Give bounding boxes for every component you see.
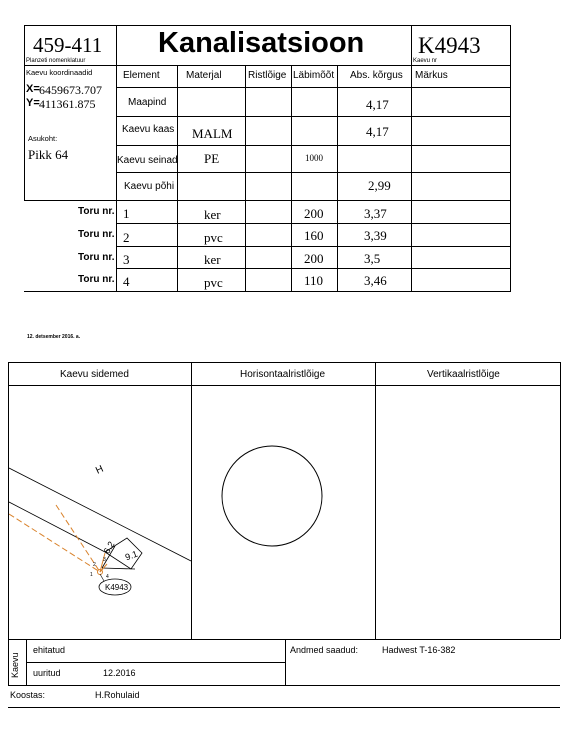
coords-label: Kaevu koordinaadid (26, 68, 93, 77)
pipe-label: Toru nr. (78, 252, 115, 263)
pipe-height: 3,37 (364, 206, 387, 221)
page-title: Kanalisatsioon (158, 27, 365, 59)
document-date: 12. detsember 2016. a. (27, 334, 81, 340)
col-element: Element (123, 70, 160, 81)
building-letter: H (94, 463, 106, 477)
well-number: K4943 (418, 33, 481, 58)
source-value: Hadwest T-16-382 (382, 645, 456, 655)
pipe-nr: 2 (123, 230, 130, 245)
row-height: 4,17 (366, 124, 389, 139)
dimension-label: 9.1 (123, 548, 139, 563)
col-cross-section: Ristlõige (248, 70, 287, 81)
pipe-diameter: 200 (304, 206, 324, 221)
sheet-number: 459-411 (33, 33, 103, 57)
location-label: Asukoht: (28, 134, 58, 143)
pipe-nr: 4 (123, 274, 130, 289)
pipe-diameter: 200 (304, 251, 324, 266)
section-vertical-title: Vertikaalristlõige (427, 369, 500, 380)
x-label: X= (26, 83, 40, 95)
pipe-number-label: 3 (103, 557, 106, 563)
col-note: Märkus (415, 70, 448, 81)
dimension-label: 6.2 (101, 539, 117, 556)
x-coordinate: 6459673.707 (39, 83, 102, 97)
pipe-number-label: 1 (90, 572, 93, 578)
col-material: Materjal (186, 70, 222, 81)
pipe-number-label: 2 (93, 562, 96, 568)
pipe-nr: 1 (123, 206, 130, 221)
row-height: 4,17 (366, 97, 389, 112)
pipe-material: ker (204, 252, 221, 267)
built-label: ehitatud (33, 645, 66, 655)
pipe-nr: 3 (123, 252, 130, 267)
pipe-label: Toru nr. (78, 274, 115, 285)
row-diameter: 1000 (305, 153, 323, 163)
row-element: Kaevu kaas (122, 124, 175, 135)
pipe-material: pvc (204, 230, 223, 245)
section-horizontal-title: Horisontaalristlõige (240, 369, 326, 380)
pipe-diameter: 110 (304, 273, 324, 288)
row-height: 2,99 (368, 178, 391, 193)
section-connections-title: Kaevu sidemed (60, 369, 129, 380)
pipe-height: 3,39 (364, 228, 387, 243)
well-label: Kaevu nr (413, 58, 438, 64)
pipe-label: Toru nr. (78, 206, 115, 217)
connection-sketch (9, 386, 191, 639)
location-value: Pikk 64 (28, 147, 69, 162)
sheet-label: Planzeti nomenklatuur (26, 58, 86, 64)
author-label: Koostas: (10, 690, 46, 700)
source-label: Andmed saadud: (290, 645, 359, 655)
y-label: Y= (26, 97, 40, 109)
well-circle-icon (222, 446, 322, 546)
surveyed-label: uuritud (33, 668, 61, 678)
pipe-diameter: 160 (304, 228, 324, 243)
author-value: H.Rohulaid (95, 690, 140, 700)
y-coordinate: 411361.875 (39, 97, 96, 111)
pipe-height: 3,5 (364, 251, 381, 266)
pipe-height: 3,46 (364, 273, 387, 288)
footer-side-label: Kaevu (10, 652, 20, 678)
pipe-number-label: 4 (106, 574, 109, 580)
col-diameter: Läbimõõt (293, 70, 335, 81)
row-element: Kaevu põhi (124, 181, 175, 192)
col-abs-height: Abs. kõrgus (350, 70, 403, 81)
pipe-label: Toru nr. (78, 229, 115, 240)
row-element: Kaevu seinad (117, 155, 178, 166)
row-material: PE (204, 151, 220, 166)
pipe-material: pvc (204, 275, 223, 290)
surveyed-date: 12.2016 (103, 668, 136, 678)
well-tag-label: K4943 (105, 583, 129, 592)
row-material: MALM (192, 126, 233, 141)
pipe-material: ker (204, 207, 221, 222)
row-element: Maapind (128, 97, 167, 108)
horizontal-section-drawing (192, 386, 375, 639)
